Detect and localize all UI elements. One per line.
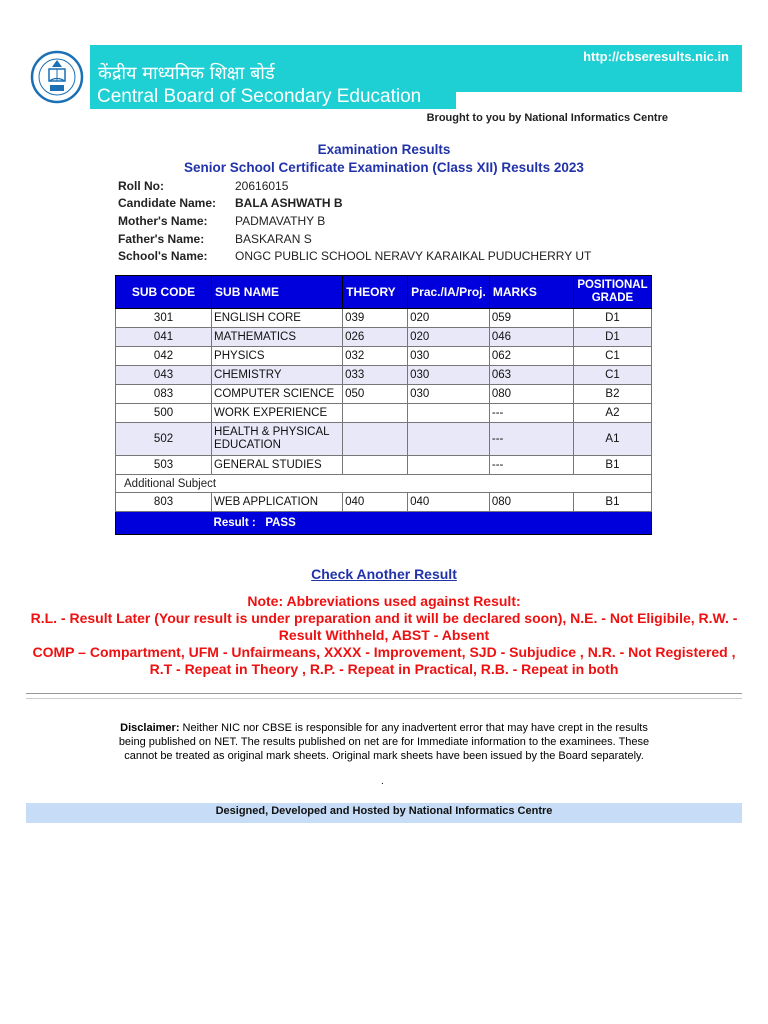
- school-name-label: School's Name:: [118, 249, 208, 264]
- sub-code-cell: 083: [116, 385, 212, 404]
- cbse-emblem-icon: [30, 50, 84, 104]
- roll-label: Roll No:: [118, 178, 164, 193]
- practical-cell: [408, 456, 490, 475]
- father-name-label: Father's Name:: [118, 231, 205, 246]
- marks-cell: 046: [489, 328, 573, 347]
- abbreviations-note: [20, 593, 748, 678]
- sub-code-cell: 041: [116, 328, 212, 347]
- theory-cell: 040: [343, 493, 408, 512]
- header-marks: MARKS: [489, 276, 573, 309]
- theory-cell: [343, 423, 408, 456]
- father-name-value: BASKARAN S: [235, 231, 312, 246]
- theory-cell: 032: [343, 347, 408, 366]
- table-header-row: [116, 276, 652, 309]
- theory-cell: 033: [343, 366, 408, 385]
- sub-name-cell: ENGLISH CORE: [212, 309, 343, 328]
- result-row: [116, 512, 652, 535]
- divider-bottom: [26, 698, 742, 699]
- marks-cell: ---: [489, 423, 573, 456]
- table-row: [116, 404, 652, 423]
- theory-cell: 050: [343, 385, 408, 404]
- disclaimer: [114, 721, 654, 763]
- marks-cell: 063: [489, 366, 573, 385]
- header-notch: [456, 92, 742, 109]
- header-theory: THEORY: [343, 276, 408, 309]
- sub-name-cell: WEB APPLICATION: [212, 493, 343, 512]
- header-sub-name: SUB NAME: [212, 276, 343, 309]
- marks-table: [115, 275, 652, 535]
- marks-cell: 080: [489, 493, 573, 512]
- header-sub-code: SUB CODE: [116, 276, 212, 309]
- grade-cell: B1: [573, 493, 651, 512]
- sub-name-cell: PHYSICS: [212, 347, 343, 366]
- roll-value: 20616015: [235, 178, 289, 193]
- marks-cell: 080: [489, 385, 573, 404]
- info-row-mother: [118, 212, 591, 230]
- grade-cell: A2: [573, 404, 651, 423]
- result-cell: [212, 512, 652, 535]
- candidate-name-label: Candidate Name:: [118, 196, 217, 211]
- exam-subtitle: Senior School Certificate Examination (Class XII) Results 2023: [184, 160, 584, 175]
- candidate-name-value: BALA ASHWATH B: [235, 196, 343, 211]
- info-row-roll: [118, 177, 591, 195]
- sub-code-cell: 502: [116, 423, 212, 456]
- practical-cell: [408, 423, 490, 456]
- table-row: [116, 366, 652, 385]
- note-title: Note: Abbreviations used against Result:: [247, 593, 521, 609]
- theory-cell: [343, 456, 408, 475]
- result-spacer: [116, 512, 212, 535]
- practical-cell: 030: [408, 366, 490, 385]
- grade-cell: D1: [573, 309, 651, 328]
- sub-code-cell: 500: [116, 404, 212, 423]
- sub-code-cell: 803: [116, 493, 212, 512]
- table-row: [116, 423, 652, 456]
- marks-cell: 062: [489, 347, 573, 366]
- sub-code-cell: 503: [116, 456, 212, 475]
- site-url-link[interactable]: http://cbseresults.nic.in: [583, 49, 729, 64]
- sub-name-cell: WORK EXPERIENCE: [212, 404, 343, 423]
- table-row: [116, 385, 652, 404]
- disclaimer-text: Neither NIC nor CBSE is responsible for any inadvertent error that may have crept in the results being published on NET. The results published on net are for Immediate information to the examinees. These cannot be treated as original mark sheets. Original mark sheets have been issued by the Board separately.: [118, 722, 650, 762]
- disclaimer-label: Disclaimer:: [120, 722, 180, 734]
- practical-cell: 030: [408, 347, 490, 366]
- info-row-father: [118, 230, 591, 248]
- sub-name-cell: CHEMISTRY: [212, 366, 343, 385]
- mother-name-label: Mother's Name:: [118, 213, 208, 228]
- practical-cell: 020: [408, 328, 490, 347]
- result-value: PASS: [265, 517, 296, 529]
- note-line-2: COMP – Compartment, UFM - Unfairmeans, XXXX - Improvement, SJD - Subjudice , N.R. - Not Registered , R.T - Repeat in Theory , R.P. - Repeat in Practical, R.B. - Repeat in both: [32, 644, 736, 677]
- theory-cell: 039: [343, 309, 408, 328]
- theory-cell: 026: [343, 328, 408, 347]
- sub-name-cell: COMPUTER SCIENCE: [212, 385, 343, 404]
- additional-subject-label: Additional Subject: [116, 475, 652, 493]
- sub-name-cell: MATHEMATICS: [212, 328, 343, 347]
- sub-code-cell: 042: [116, 347, 212, 366]
- header-positional-grade: POSITIONAL GRADE: [573, 276, 651, 309]
- divider-top: [26, 693, 742, 694]
- practical-cell: [408, 404, 490, 423]
- grade-cell: D1: [573, 328, 651, 347]
- mother-name-value: PADMAVATHY B: [235, 213, 326, 228]
- marks-cell: 059: [489, 309, 573, 328]
- candidate-info: [118, 177, 591, 265]
- note-line-1: R.L. - Result Later (Your result is under preparation and it will be declared soon), N.E. - Not Eligibile, R.W. - Result Withheld, ABST - Absent: [30, 610, 738, 643]
- board-name-hindi: केंद्रीय माध्यमिक शिक्षा बोर्ड: [98, 63, 275, 84]
- sub-name-cell: HEALTH & PHYSICAL EDUCATION: [212, 423, 343, 456]
- brought-by-text: Brought to you by National Informatics Centre: [426, 112, 668, 124]
- footer-bar: Designed, Developed and Hosted by National Informatics Centre: [26, 803, 742, 823]
- info-row-school: [118, 247, 591, 265]
- exam-title: Examination Results: [317, 142, 451, 157]
- table-row: [116, 456, 652, 475]
- grade-cell: B2: [573, 385, 651, 404]
- table-row: [116, 309, 652, 328]
- sub-code-cell: 043: [116, 366, 212, 385]
- info-row-name: [118, 195, 591, 213]
- table-row: [116, 328, 652, 347]
- header-banner: [26, 45, 742, 109]
- sub-name-cell: GENERAL STUDIES: [212, 456, 343, 475]
- school-name-value: ONGC PUBLIC SCHOOL NERAVY KARAIKAL PUDUCHERRY UT: [235, 249, 592, 264]
- grade-cell: B1: [573, 456, 651, 475]
- check-another-result-link[interactable]: Check Another Result: [311, 566, 457, 582]
- marks-cell: ---: [489, 404, 573, 423]
- grade-cell: C1: [573, 366, 651, 385]
- logo-area: [26, 45, 90, 109]
- board-name-english: Central Board of Secondary Education: [97, 86, 422, 107]
- grade-cell: A1: [573, 423, 651, 456]
- result-label: Result :: [213, 517, 256, 529]
- additional-subject-row: [116, 475, 652, 493]
- table-row: [116, 493, 652, 512]
- grade-cell: C1: [573, 347, 651, 366]
- practical-cell: 030: [408, 385, 490, 404]
- practical-cell: 040: [408, 493, 490, 512]
- sub-code-cell: 301: [116, 309, 212, 328]
- separator-dot: .: [381, 776, 384, 787]
- practical-cell: 020: [408, 309, 490, 328]
- marks-cell: ---: [489, 456, 573, 475]
- table-row: [116, 347, 652, 366]
- header-practical: Prac./IA/Proj.: [408, 276, 490, 309]
- theory-cell: [343, 404, 408, 423]
